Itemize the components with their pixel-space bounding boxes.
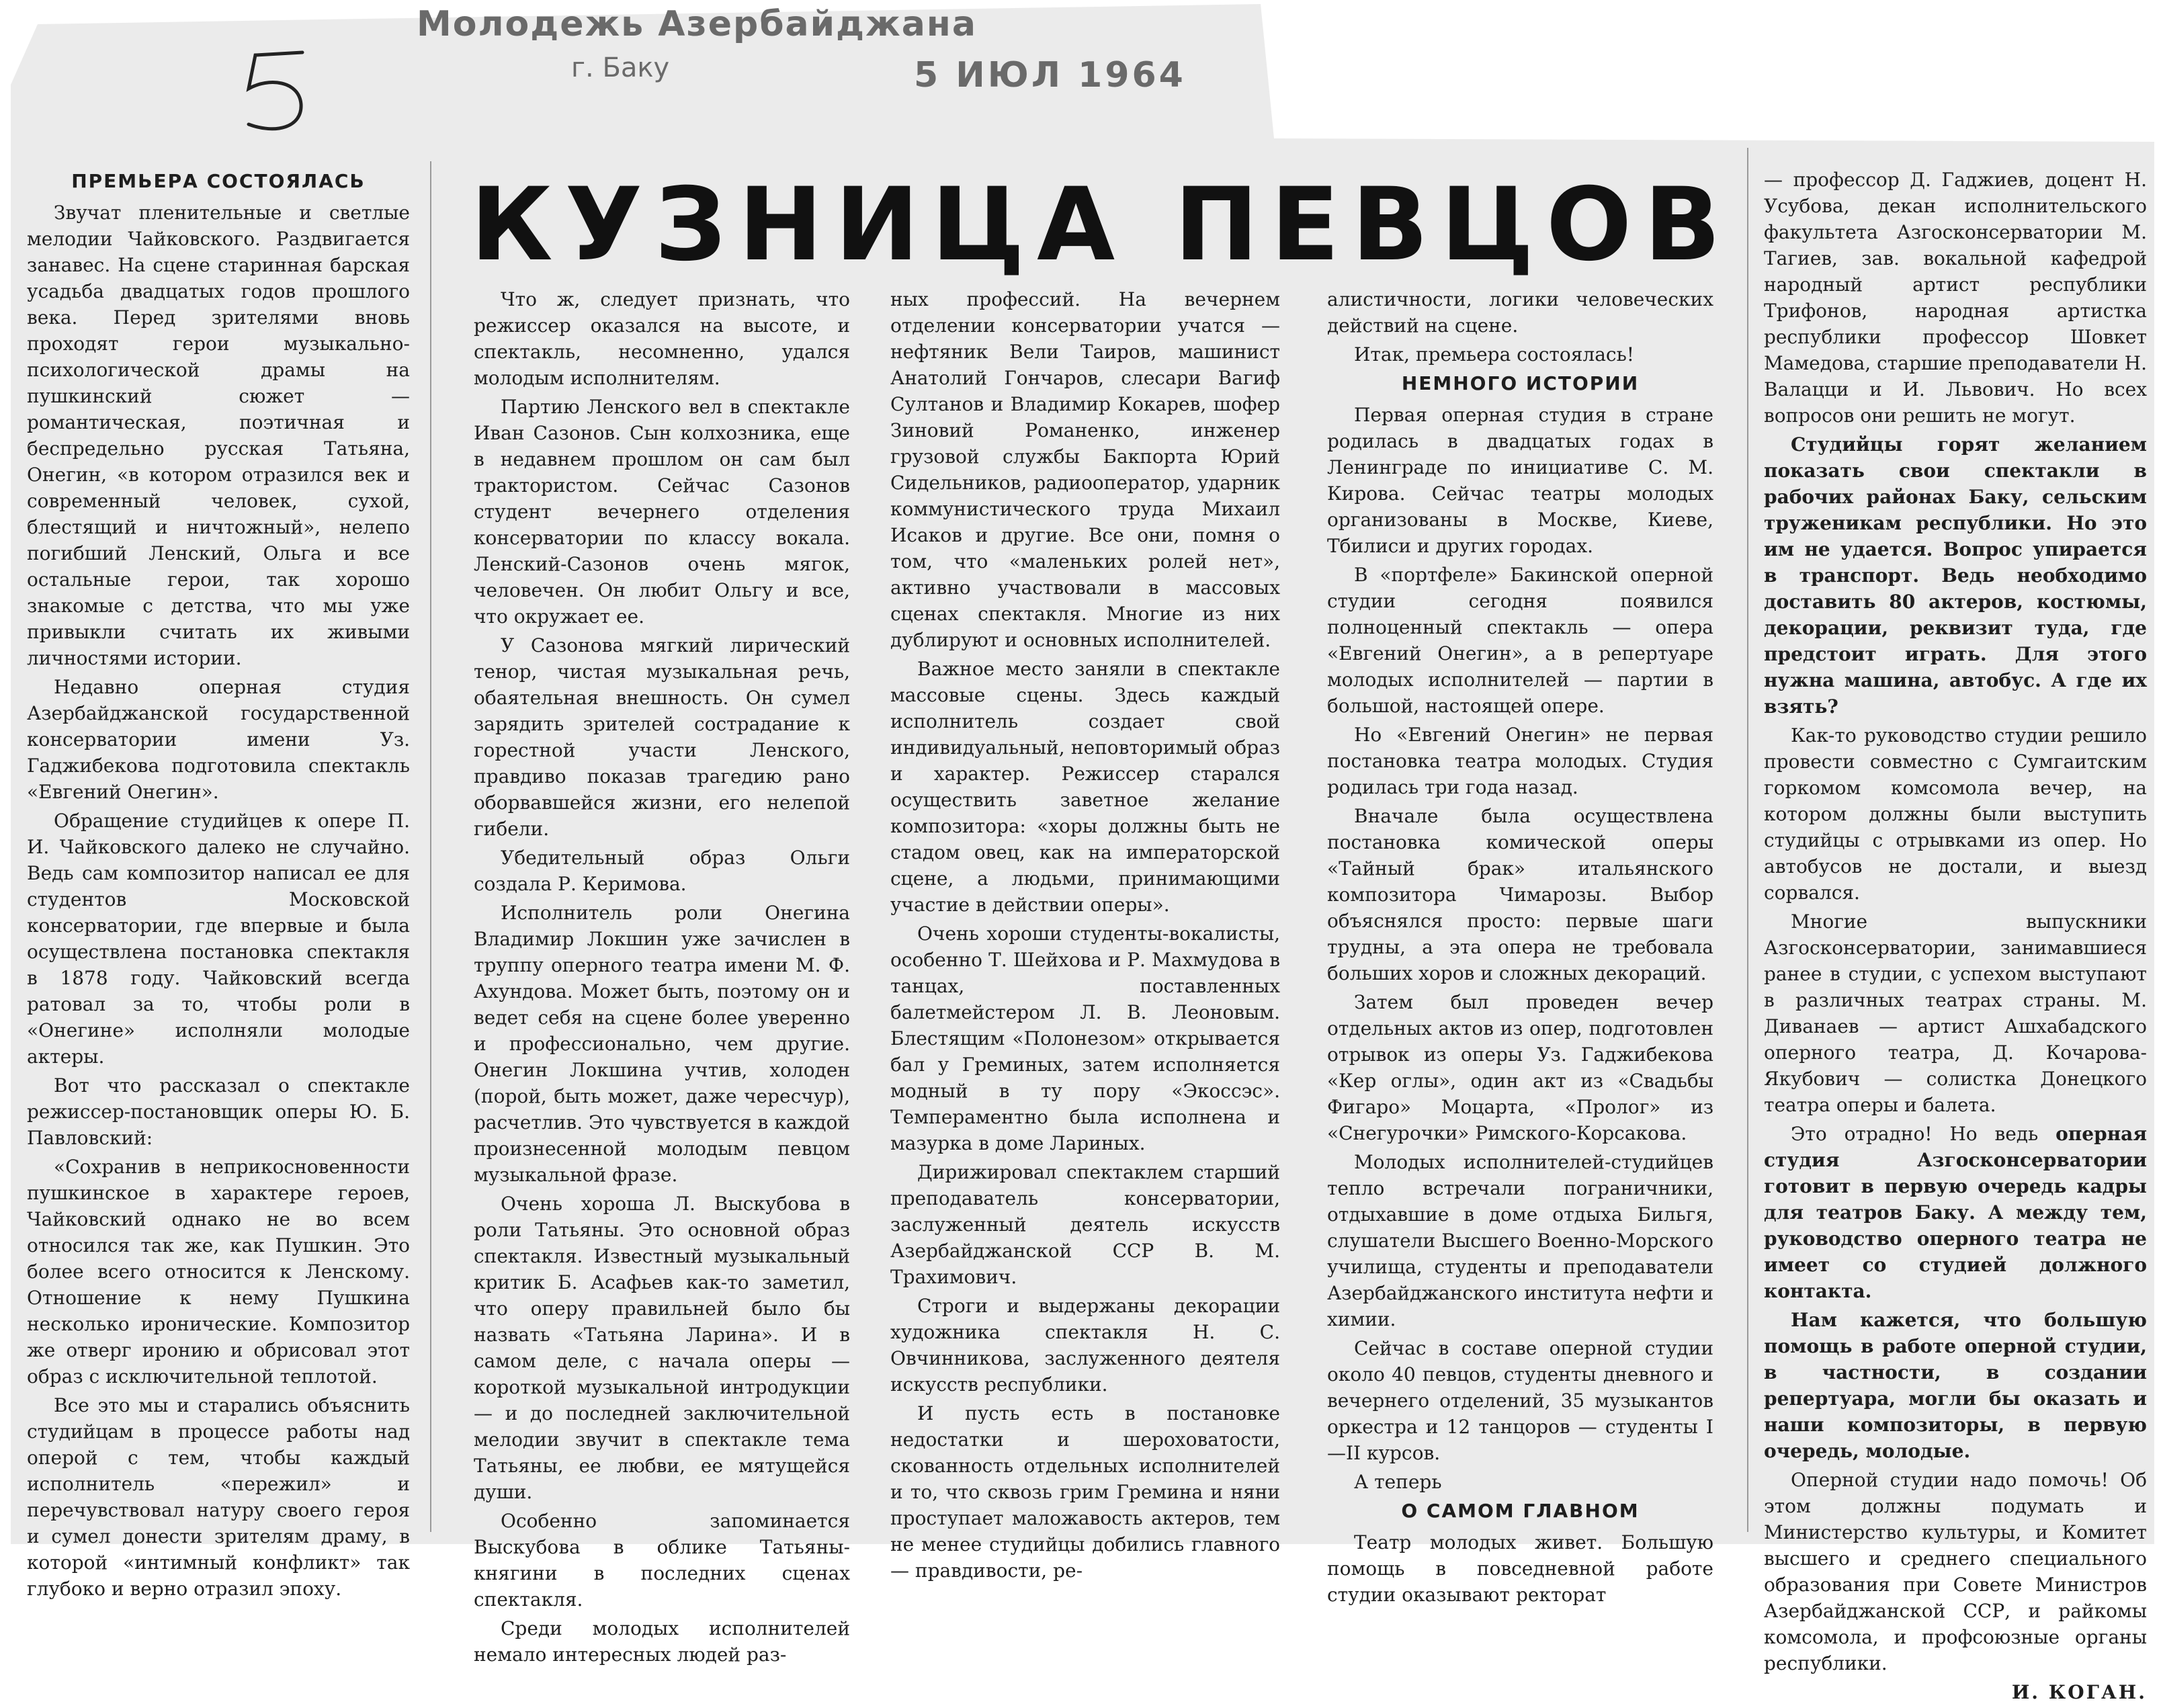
paragraph: Звучат пленительные и светлые мелодии Чайковского. Раздвигается занавес. На сцене старинная барская усадьба двадцатых годов прошлого века. Перед зрителями вновь проходят герои музыкально-психологической драмы на пушкинский сюжет — романтическая, поэтичная и беспредельно русская Татьяна, Онегин, «в котором отразился век и современный человек, сухой, блестящий и ничтожный», нелепо погибший Ленский, Ольга и все остальные герои, так хорошо знакомые с детства, что мы уже привыкли считать их живыми личностями истории. <box>27 202 410 669</box>
paragraph: И пусть есть в постановке недостатки и шероховатости, скованность отдельных исполнителей и то, что сквозь грим Гремина и няни проступает маложавость актеров, тем не менее студийцы добились главного — правдивости, ре- <box>890 1402 1280 1582</box>
article-headline: КУЗНИЦА ПЕВЦОВ <box>470 167 1733 284</box>
paragraph: Очень хороша Л. Выскубова в роли Татьяны. Это основной образ спектакля. Известный музыкальный критик Б. Асафьев как-то заметил, что оперу правильней было бы назвать «Татьяна Ларина». И в самом деле, с начала оперы — короткой музыкальной интродукции — и до последней заключительной мелодии звучит в спектакле тема Татьяны, ее любви, ее мятущейся души. <box>474 1193 850 1503</box>
newspaper-name-stamp: Молодежь Азербайджана <box>417 4 977 44</box>
paragraph: Исполнитель роли Онегина Владимир Локшин уже зачислен в труппу оперного театра имени М. Ф. Ахундова. Может быть, поэтому он и ведет себя на сцене более уверенно и профессионально, чем другие. Онегин Локшина учтив, холоден (порой, быть может, даже чересчур), расчетлив. Это чувствуется в каждой произнесенной молодым певцом музыкальной фразе. <box>474 902 850 1186</box>
article-column-4 <box>1327 286 1713 1611</box>
author-signature: И. КОГАН. <box>2011 1681 2147 1703</box>
paragraph: Строги и выдержаны декорации художника спектакля Н. С. Овчинникова, заслуженного деятеля искусств республики. <box>890 1295 1280 1396</box>
paragraph: Первая оперная студия в стране родилась в двадцатых годах в Ленинграде по инициативе С. М. Кирова. Сейчас театры молодых организованы в Москве, Киеве, Тбилиси и других городах. <box>1327 404 1713 557</box>
date-stamp: 5 ИЮЛ 1964 <box>914 55 1186 95</box>
paragraph: У Сазонова мягкий лирический тенор, чистая музыкальная речь, обаятельная внешность. Он сумел зарядить зрителей сострадание к горестной участи Ленского, правдиво показав трагедию рано оборвавшейся жизни, его нелепой гибели. <box>474 634 850 840</box>
paragraph: Но «Евгений Онегин» не первая постановка театра молодых. Студия родилась три года назад. <box>1327 724 1713 798</box>
paragraph: В «портфеле» Бакинской оперной студии сегодня появился полноценный спектакль — опера «Евгений Онегин», а в репертуаре молодых исполнителей — партии в большой, настоящей опере. <box>1327 564 1713 717</box>
paragraph: Как-то руководство студии решило провести совместно с Сумгаитским горкомом комсомола вечер, на котором должны были выступить студийцы с отрывками из опер. Но автобусов не достали, и выезд сорвался. <box>1764 724 2147 904</box>
city-stamp: г. Баку <box>571 52 670 83</box>
paragraph: Недавно оперная студия Азербайджанской государственной консерватории имени Уз. Гаджибекова подготовила спектакль «Евгений Онегин». <box>27 676 410 803</box>
paragraph: Молодых исполнителей-студийцев тепло встречали пограничники, отдыхавшие в доме отдыха Бильгя, слушатели Высшего Военно-Морского училища, студенты и преподаватели Азербайджанского института нефти и химии. <box>1327 1151 1713 1330</box>
paragraph: Обращение студийцев к опере П. И. Чайковского далеко не случайно. Ведь сам композитор написал ее для студентов Московской консерватории, где впервые и была осуществлена постановка спектакля в 1878 году. Чайковский всегда ратовал за то, чтобы роли в «Онегине» исполняли молодые актеры. <box>27 810 410 1068</box>
rubric-premiere: ПРЕМЬЕРА СОСТОЯЛАСЬ <box>71 170 366 192</box>
paragraph: Особенно запоминается Выскубова в облике Татьяны-княгини в последних сценах спектакля. <box>474 1510 850 1611</box>
handwritten-page-number <box>228 40 323 141</box>
paragraph: Партию Ленского вел в спектакле Иван Сазонов. Сын колхозника, еще в недавнем прошлом он сам был трактористом. Сейчас Сазонов студент вечернего отделения консерватории по классу вокала. Ленский-Сазонов очень мягок, человечен. Он любит Ольгу и все, что окружает ее. <box>474 396 850 628</box>
rubric-history: НЕМНОГО ИСТОРИИ <box>1401 372 1640 394</box>
paragraph: Итак, премьера состоялась! <box>1354 343 1635 366</box>
paragraph: Затем был проведен вечер отдельных актов из опер, подготовлен отрывок из оперы Уз. Гаджибекова «Кер оглы», один акт из «Свадьбы Фигаро» Моцарта, «Пролог» из «Снегурочки» Римского-Корсакова. <box>1327 991 1713 1144</box>
paragraph: Убедительный образ Ольги создала Р. Керимова. <box>474 847 850 895</box>
paragraph: алистичности, логики человеческих действий на сцене. <box>1327 288 1713 337</box>
paragraph: Оперной студии надо помочь! Об этом должны подумать и Министерство культуры, и Комитет высшего и среднего специального образования при Совете Министров Азербайджанской ССР, и райкомы комсомола, и профсоюзные органы республики. <box>1764 1469 2147 1674</box>
article-column-3 <box>890 286 1280 1586</box>
quote-paragraph: Все это мы и старались объяснить студийцам в процессе работы над оперой с тем, чтобы каждый исполнитель «пережил» и перечувствовал натуру своего героя и сумел донести зрителям драму, в которой «интимный конфликт» так глубоко и верно отразил эпоху. <box>27 1394 410 1600</box>
article-column-1 <box>27 167 410 1605</box>
paragraph: Дирижировал спектаклем старший преподаватель консерватории, заслуженный деятель искусств Азербайджанской ССР В. М. Трахимович. <box>890 1161 1280 1288</box>
article-column-5 <box>1764 167 2147 1708</box>
column-rule <box>1747 148 1748 1532</box>
paragraph: Среди молодых исполнителей немало интересных людей раз- <box>474 1617 850 1666</box>
paragraph: А теперь <box>1354 1471 1442 1493</box>
paragraph-bold-tail: оперная студия Азгосконсерватории готовит в первую очередь кадры для театров Баку. А между тем, руководство оперного театра не имеет со студией должного контакта. <box>1764 1123 2148 1302</box>
paragraph: Что ж, следует признать, что режиссер оказался на высоте, и спектакль, несомненно, удался молодым исполнителям. <box>474 288 850 389</box>
bold-paragraph: Нам кажется, что большую помощь в работе оперной студии, в частности, в создании репертуара, могли бы оказать и наши композиторы, в первую очередь, молодые. <box>1764 1309 2147 1462</box>
paragraph: Театр молодых живет. Большую помощь в повседневной работе студии оказывают ректорат <box>1327 1531 1713 1606</box>
bold-paragraph: Студийцы горят желанием показать свои спектакли в рабочих районах Баку, сельским труженикам республики. Но это им не удается. Вопрос упирается в транспорт. Ведь необходимо доставить 80 актеров, костюмы, декорации, реквизит туда, где предстоит играть. Для этого нужна машина, автобус. А где их взять? <box>1764 433 2147 718</box>
paragraph: Важное место заняли в спектакле массовые сцены. Здесь каждый исполнитель создает свой индивидуальный, неповторимый образ и характер. Режиссер старался осуществить заветное желание композитора: «хоры должны быть не стадом овец, как на императорской сцене, а людьми, принимающими участие в действии оперы». <box>890 658 1280 916</box>
paragraph: Сейчас в составе оперной студии около 40 певцов, студенты дневного и вечернего отделений, 35 музыкантов оркестра и 12 танцоров — студенты I—II курсов. <box>1327 1337 1713 1464</box>
article-column-2 <box>474 286 850 1670</box>
paragraph: Вначале была осуществлена постановка комической оперы «Тайный брак» итальянского композитора Чимарозы. Выбор объяснялся просто: первые шаги трудны, а эта опера не требовала больших хоров и сложных декораций. <box>1327 805 1713 984</box>
paragraph: — профессор Д. Гаджиев, доцент Н. Усубова, декан исполнительского факультета Азгосконсерватории М. Тагиев, зав. вокальной кафедрой народный артист республики Трифонов, народная артистка республики профессор Шовкет Мамедова, старшие преподаватели Н. Валацци и И. Львович. Но всех вопросов они решить не могут. <box>1764 169 2147 427</box>
rubric-main: О САМОМ ГЛАВНОМ <box>1401 1500 1640 1522</box>
paragraph: ных профессий. На вечернем отделении консерватории учатся — нефтяник Вели Таиров, машинист Анатолий Гончаров, слесари Вагиф Султанов и Владимир Кокарев, шофер Зиновий Романенко, инженер грузовой службы Бакпорта Юрий Сидельников, радиооператор, ударник коммунистического труда Михаил Исаков и другие. Все они, помня о том, что «маленьких ролей нет», активно участвовали в массовых сценах спектакля. Многие из них дублируют и основных исполнителей. <box>890 288 1280 651</box>
paragraph-lead: Это отрадно! Но ведь <box>1791 1123 2039 1145</box>
paragraph: Многие выпускники Азгосконсерватории, занимавшиеся ранее в студии, с успехом выступают в различных театрах страны. М. Диванаев — артист Ашхабадского оперного театра, Д. Кочарова-Якубович — солистка Донецкого театра оперы и балета. <box>1764 910 2147 1116</box>
column-rule <box>430 161 431 1532</box>
mixed-paragraph <box>1764 1121 2147 1304</box>
paragraph: Вот что рассказал о спектакле режиссер-постановщик оперы Ю. Б. Павловский: <box>27 1074 410 1149</box>
paragraph: Очень хороши студенты-вокалисты, особенно Т. Шейхова и Р. Махмудова в танцах, поставленных балетмейстером Л. В. Леоновым. Блестящим «Полонезом» открывается бал у Греминых, затем исполняется модный в ту пору «Экоссэс». Темпераментно была исполнена и мазурка в доме Лариных. <box>890 923 1280 1154</box>
quote-paragraph: «Сохранив в неприкосновенности пушкинское в характере героев, Чайковский однако не во всем относился так же, как Пушкин. Это более всего относится к Ленскому. Отношение к нему Пушкина несколько иронические. Композитор же отверг иронию и обрисовал этот образ с исключительной теплотой. <box>27 1156 410 1387</box>
